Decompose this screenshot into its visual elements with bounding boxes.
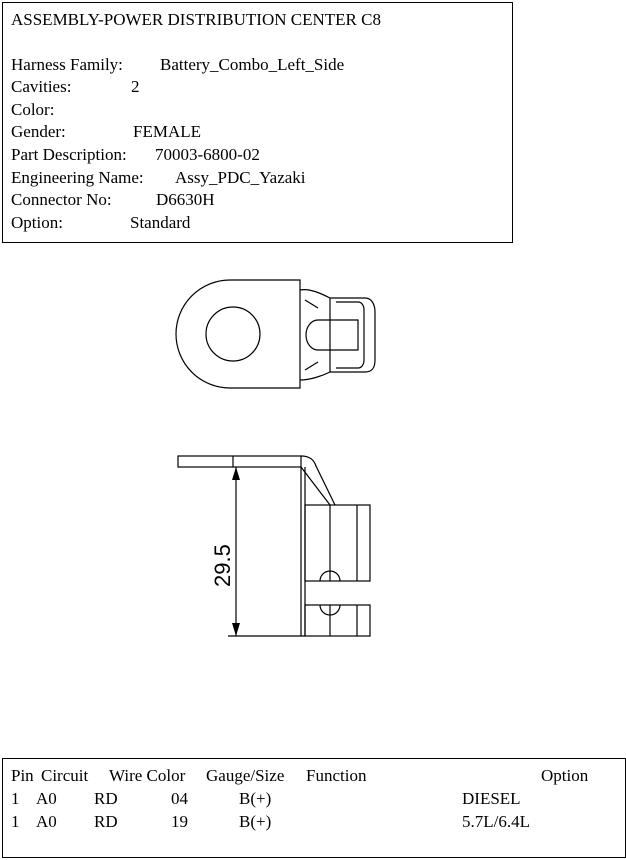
row-gauge-size: 19 — [171, 812, 188, 831]
terminal-blade — [178, 456, 301, 467]
gender-label: Gender: — [11, 122, 66, 141]
row-option: 5.7L/6.4L — [462, 812, 530, 831]
harness-family-value: Battery_Combo_Left_Side — [160, 55, 345, 74]
header-wire-color: Wire Color — [109, 766, 186, 785]
crimp-barrel-upper — [305, 505, 370, 581]
dimension-line — [228, 467, 305, 636]
header-pin: Pin — [11, 766, 34, 785]
engineering-name-label: Engineering Name: — [11, 168, 144, 187]
row-pin: 1 — [11, 812, 20, 831]
harness-family-label: Harness Family: — [11, 55, 123, 74]
color-label: Color: — [11, 100, 55, 119]
gender-value: FEMALE — [133, 122, 201, 141]
header-option: Option — [541, 766, 589, 785]
row-function: B(+) — [239, 789, 272, 808]
dimension-label: 29.5 — [210, 544, 235, 587]
row-gauge-size: 04 — [171, 789, 188, 808]
option-value: Standard — [130, 213, 191, 232]
row-wire-color: RD — [94, 789, 118, 808]
part-description-label: Part Description: — [11, 145, 127, 164]
cavities-value: 2 — [131, 77, 140, 96]
ring-terminal-side-view — [178, 456, 370, 636]
ring-terminal-top-view — [176, 280, 375, 388]
header-gauge-size: Gauge/Size — [206, 766, 285, 785]
assembly-title: ASSEMBLY-POWER DISTRIBUTION CENTER C8 — [11, 10, 381, 29]
part-description-value: 70003-6800-02 — [155, 145, 260, 164]
engineering-name-value: Assy_PDC_Yazaki — [175, 168, 306, 187]
row-wire-color: RD — [94, 812, 118, 831]
header-function: Function — [306, 766, 367, 785]
pin-table — [2, 758, 626, 858]
crimp-barrel-lower — [305, 605, 370, 636]
terminal-eyelet-hole — [206, 307, 260, 361]
row-circuit: A0 — [36, 812, 57, 831]
header-circuit: Circuit — [41, 766, 89, 785]
connector-drawing — [0, 250, 626, 670]
row-pin: 1 — [11, 789, 20, 808]
connector-info-box — [2, 2, 513, 243]
connector-no-label: Connector No: — [11, 190, 112, 209]
connector-no-value: D6630H — [156, 190, 215, 209]
row-option: DIESEL — [462, 789, 521, 808]
row-circuit: A0 — [36, 789, 57, 808]
cavities-label: Cavities: — [11, 77, 72, 96]
option-label: Option: — [11, 213, 63, 232]
row-function: B(+) — [239, 812, 272, 831]
